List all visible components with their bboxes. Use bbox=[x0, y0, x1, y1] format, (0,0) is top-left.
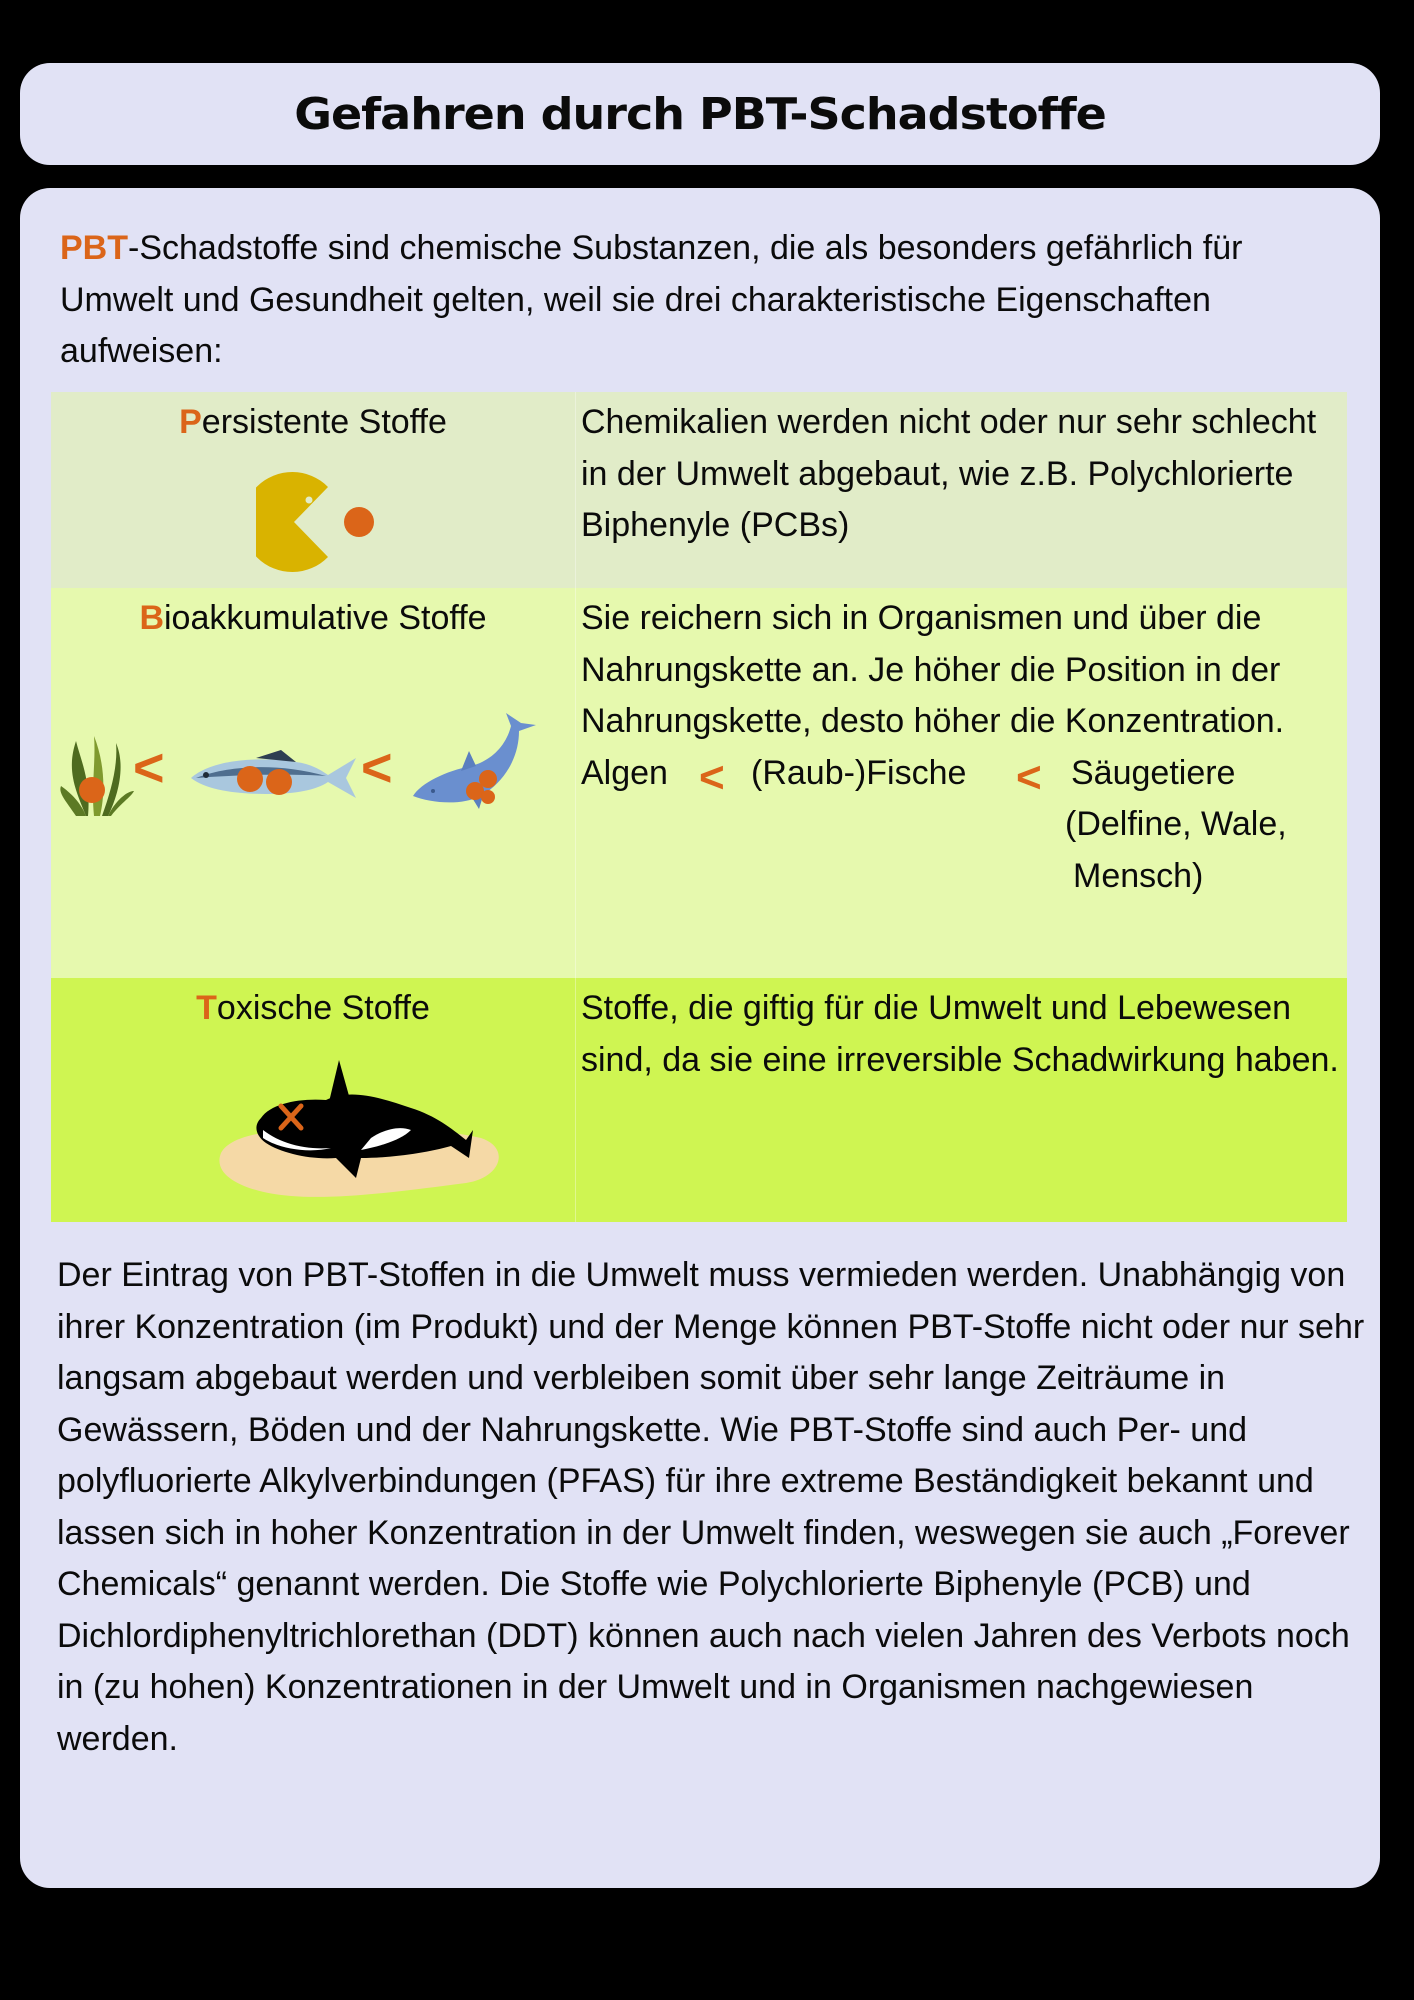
closing-paragraph bbox=[57, 1250, 1377, 1765]
chain-less-than: < bbox=[699, 752, 725, 802]
pbt-properties-table bbox=[51, 392, 1347, 1222]
category-label-text: ersistente Stoffe bbox=[201, 403, 447, 441]
category-label bbox=[51, 983, 575, 1035]
category-cell bbox=[51, 978, 576, 1222]
description-text: Sie reichern sich in Organismen und über die Nahrungskette an. Je höher die Position in der Nahrungskette, desto höher die Konzentration. bbox=[581, 599, 1285, 740]
closing-text: Der Eintrag von PBT-Stoffen in die Umwelt muss vermieden werden. Unabhängig von ihrer Konzentration (im Produkt) und der Menge können PBT-Stoffe nicht oder nur sehr langsam abgebaut werden und verbleiben somit über sehr lange Zeiträume in Gewässern, Böden und der Nahrungskette. Wie PBT-Stoffe sind auch Per- und polyfluorierte Alkylverbindungen (PFAS) für ihre extreme Beständigkeit bekannt und lassen sich in hoher Konzentration in der Umwelt finden, weswegen sie auch „Forever Chemicals“ genannt werden. Die Stoffe wie Polychlorierte Biphenyle (PCB) und Dichlordiphenyltrichlorethan (DDT) können auch nach vielen Jahren des Verbots noch in (zu hohen) Konzentrationen in der Umwelt und in Organismen nachgewiesen werden. bbox=[57, 1256, 1365, 1758]
stranded-orca-icon bbox=[211, 1058, 511, 1203]
chain-mammals: Säugetiere bbox=[1071, 753, 1236, 792]
dolphin-icon bbox=[411, 711, 541, 811]
intro-text: -Schadstoffe sind chemische Substanzen, die als besonders gefährlich für Umwelt und Gesundheit gelten, weil sie drei charakteristische Eigenschaften aufweisen: bbox=[60, 229, 1243, 370]
intro-highlight: PBT bbox=[60, 229, 128, 267]
chain-mammals-examples: (Delfine, Wale, bbox=[1065, 805, 1287, 843]
category-letter: P bbox=[179, 403, 202, 441]
chain-fish: (Raub-)Fische bbox=[751, 753, 967, 792]
category-label-text: oxische Stoffe bbox=[216, 989, 430, 1027]
page-title: Gefahren durch PBT-Schadstoffe bbox=[294, 88, 1106, 140]
less-than-arrow-icon: < bbox=[133, 738, 165, 798]
description-cell: Chemikalien werden nicht oder nur sehr schlecht in der Umwelt abgebaut, wie z.B. Polychlorierte Biphenyle (PCBs) bbox=[581, 403, 1317, 544]
food-chain-text bbox=[581, 748, 1347, 908]
seaweed-icon bbox=[56, 731, 136, 821]
description-cell bbox=[576, 588, 1347, 978]
description-cell: Stoffe, die giftig für die Umwelt und Lebewesen sind, da sie eine irreversible Schadwirkung haben. bbox=[581, 989, 1339, 1079]
category-cell bbox=[51, 392, 576, 588]
category-label-text: ioakkumulative Stoffe bbox=[164, 599, 487, 637]
intro-paragraph bbox=[60, 223, 1360, 378]
chain-mammals-examples-2: Mensch) bbox=[1073, 856, 1204, 895]
category-label bbox=[51, 593, 575, 645]
category-letter: T bbox=[196, 989, 217, 1027]
chain-less-than: < bbox=[1016, 752, 1042, 802]
title-panel bbox=[20, 63, 1380, 165]
table-row-bioaccumulative bbox=[51, 588, 1347, 978]
category-letter: B bbox=[139, 599, 164, 637]
category-label bbox=[51, 397, 575, 449]
less-than-arrow-icon: < bbox=[361, 738, 393, 798]
table-row-toxic bbox=[51, 978, 1347, 1222]
pacman-eating-dot-icon bbox=[256, 470, 386, 580]
content-panel bbox=[20, 188, 1380, 1888]
fish-icon bbox=[186, 748, 361, 808]
category-cell bbox=[51, 588, 576, 978]
table-row-persistent bbox=[51, 392, 1347, 588]
chain-algae: Algen bbox=[581, 753, 668, 792]
